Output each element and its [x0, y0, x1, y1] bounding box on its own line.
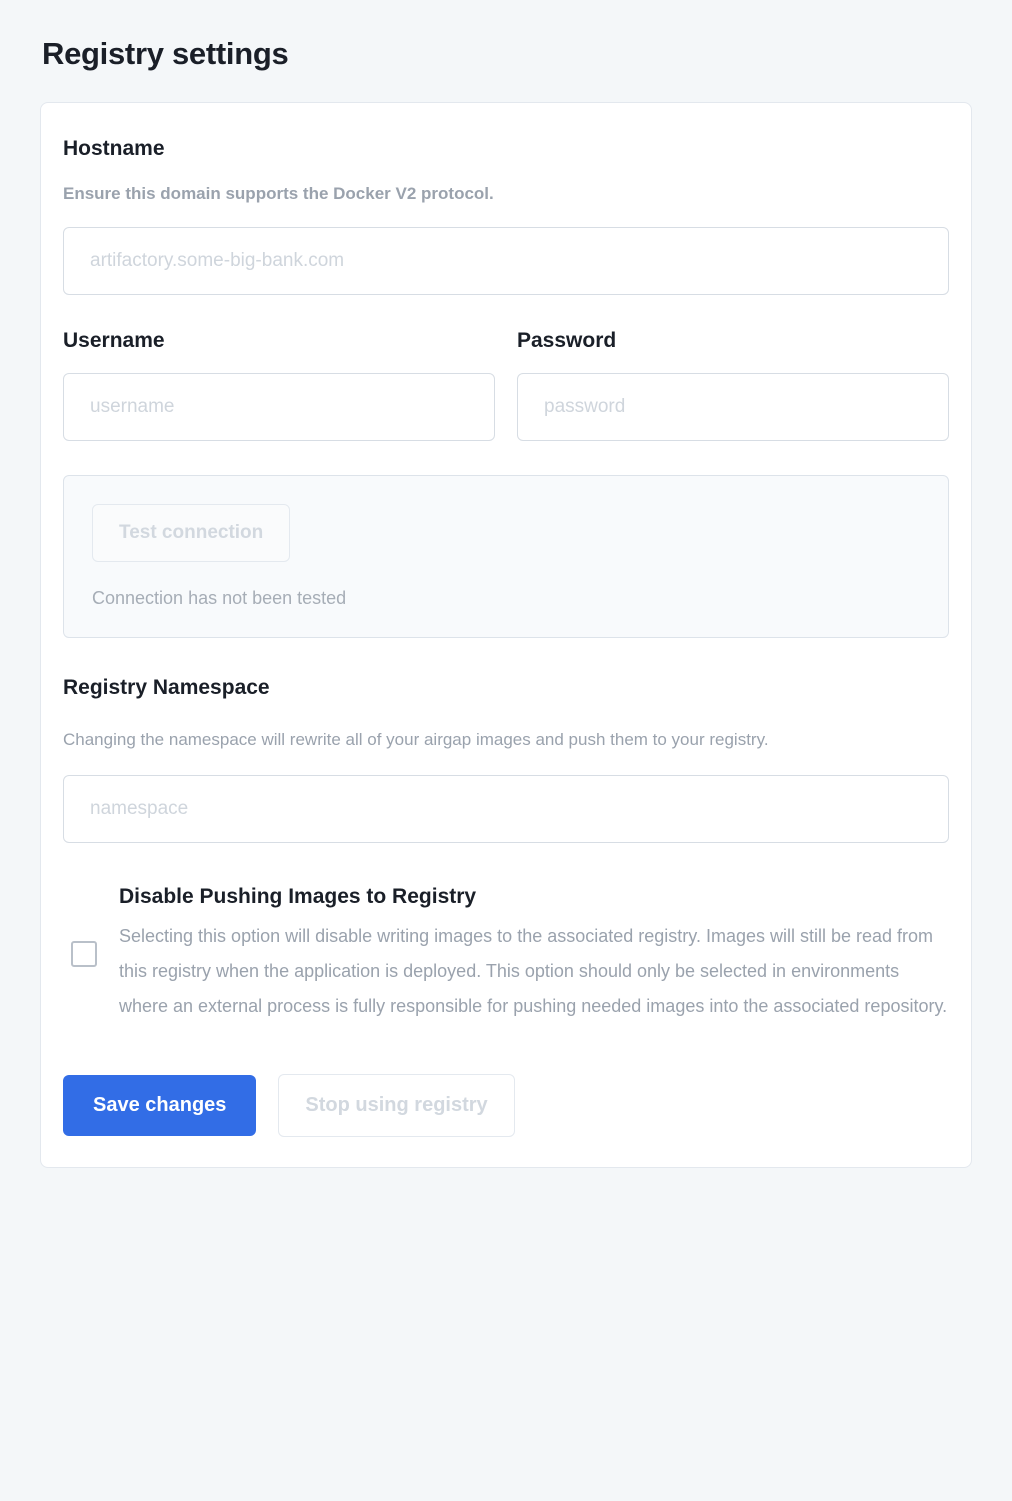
registry-namespace-group — [63, 676, 949, 842]
username-label: Username — [63, 329, 165, 353]
form-actions — [63, 1074, 949, 1137]
test-connection-panel — [63, 475, 949, 638]
registry-namespace-label: Registry Namespace — [63, 676, 270, 700]
hostname-help-text: Ensure this domain supports the Docker V2 protocol. — [63, 184, 494, 203]
registry-namespace-help-text: Changing the namespace will rewrite all of your airgap images and push them to your registry. — [63, 730, 769, 750]
disable-push-content — [119, 885, 949, 1024]
credentials-row — [63, 329, 949, 441]
password-input[interactable] — [517, 373, 949, 441]
stop-using-registry-button[interactable]: Stop using registry — [278, 1074, 514, 1137]
username-input[interactable] — [63, 373, 495, 441]
namespace-input[interactable] — [63, 775, 949, 843]
test-connection-button[interactable]: Test connection — [92, 504, 290, 562]
disable-push-checkbox[interactable] — [71, 941, 97, 967]
hostname-input[interactable] — [63, 227, 949, 295]
disable-push-description: Selecting this option will disable writing images to the associated registry. Images will still be read from this registry when the application is deployed. This option should only be selected in environments where an external process is fully responsible for pushing needed images into the associated repository. — [119, 925, 948, 1016]
disable-push-title: Disable Pushing Images to Registry — [119, 884, 477, 908]
username-field-group — [63, 329, 495, 441]
test-connection-status: Connection has not been tested — [92, 588, 347, 609]
hostname-label: Hostname — [63, 137, 165, 160]
password-label: Password — [517, 329, 617, 353]
password-field-group — [517, 329, 949, 441]
save-changes-button[interactable]: Save changes — [63, 1075, 256, 1136]
page-title: Registry settings — [42, 36, 289, 71]
disable-push-row[interactable] — [63, 885, 949, 1024]
registry-settings-card — [40, 102, 972, 1168]
